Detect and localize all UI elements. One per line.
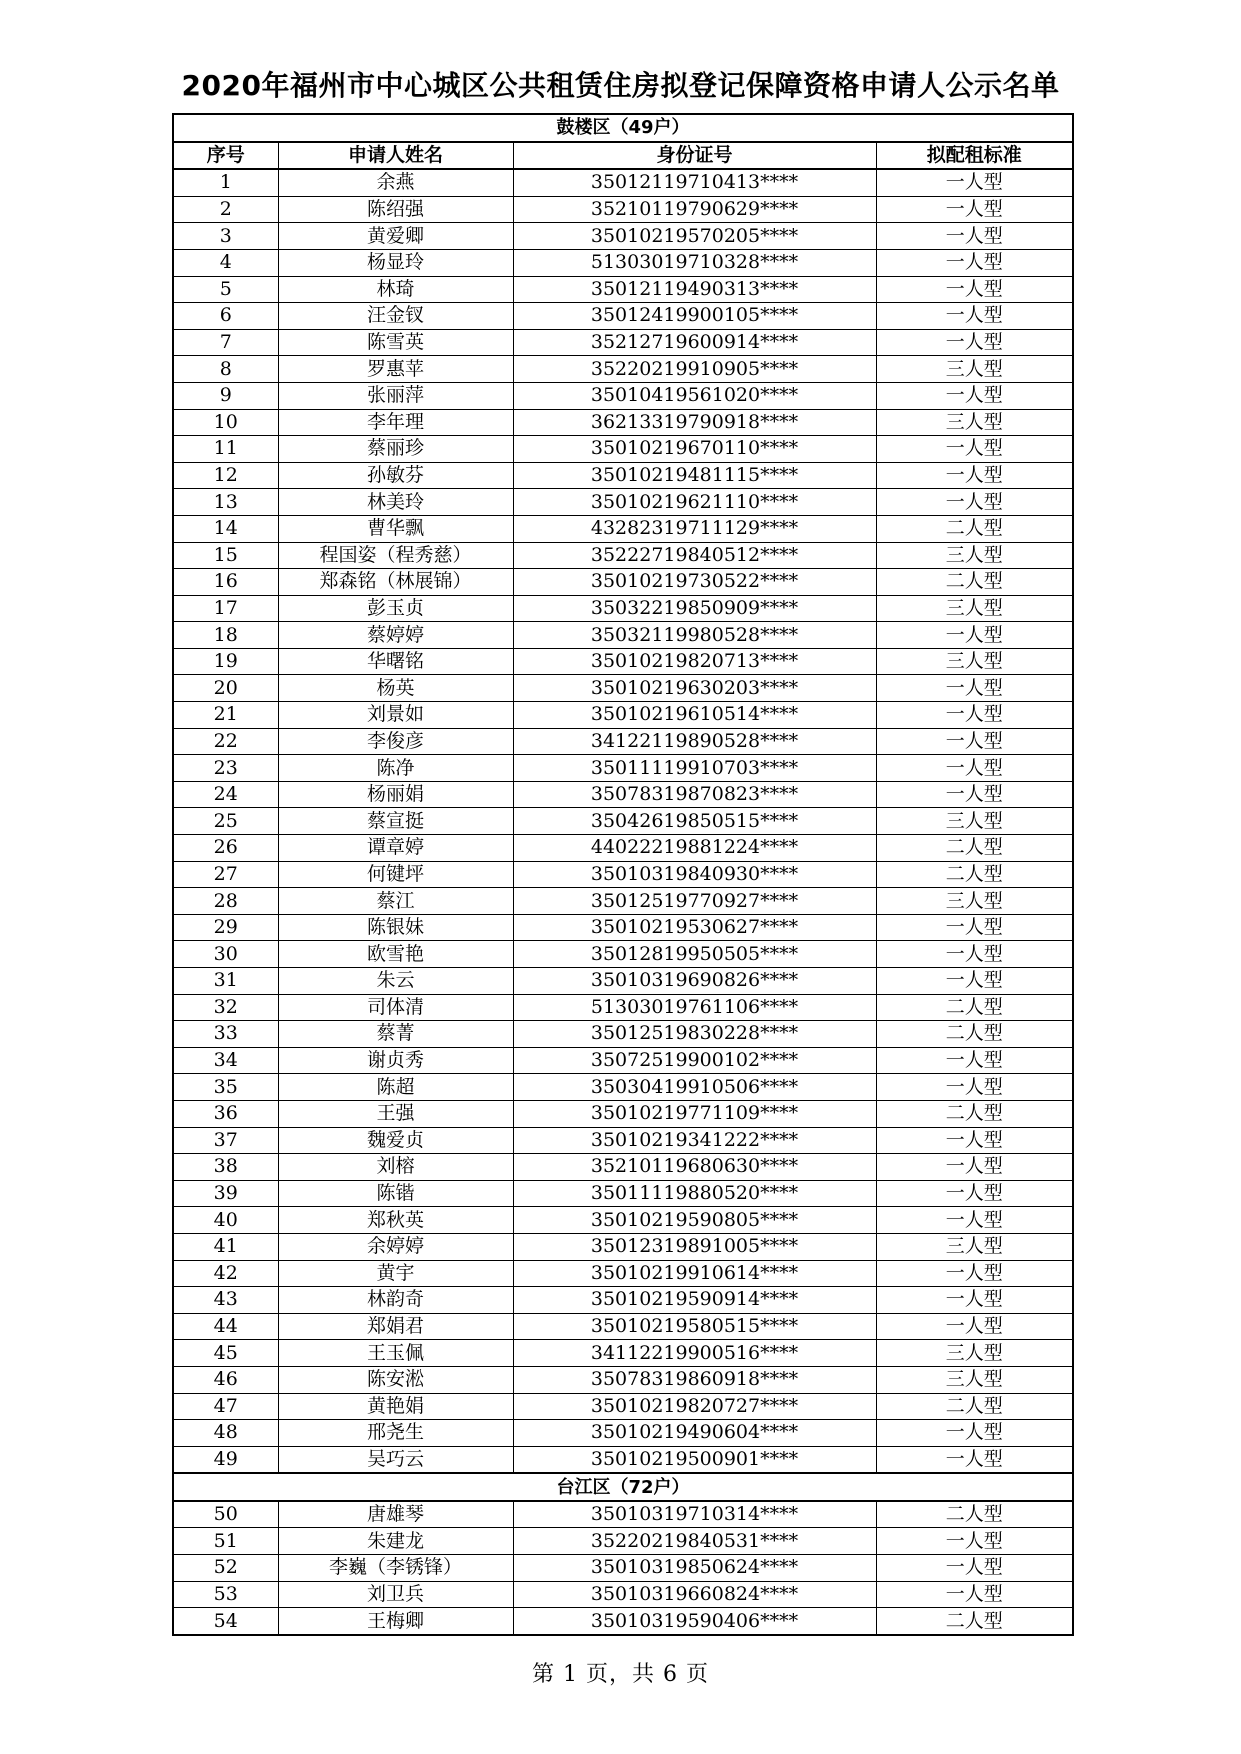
cell-rent-standard: 一人型 (876, 1180, 1073, 1207)
cell-name: 朱云 (278, 968, 513, 995)
cell-rent-standard: 一人型 (876, 196, 1073, 223)
cell-id-number: 35010219570205**** (513, 223, 876, 250)
cell-id-number: 35010219820713**** (513, 648, 876, 675)
cell-number: 38 (173, 1154, 278, 1181)
section-row (173, 1473, 1073, 1501)
header-id-number: 身份证号 (513, 142, 876, 170)
cell-rent-standard: 一人型 (876, 1260, 1073, 1287)
cell-id-number: 35010219820727**** (513, 1393, 876, 1420)
cell-id-number: 35030419910506**** (513, 1074, 876, 1101)
cell-rent-standard: 一人型 (876, 622, 1073, 649)
table-row (173, 1608, 1073, 1635)
cell-name: 王强 (278, 1100, 513, 1127)
cell-id-number: 35210119680630**** (513, 1154, 876, 1181)
cell-rent-standard: 一人型 (876, 1528, 1073, 1555)
cell-name: 陈净 (278, 755, 513, 782)
cell-id-number: 35010219490604**** (513, 1420, 876, 1447)
header-number: 序号 (173, 142, 278, 170)
cell-rent-standard: 一人型 (876, 1420, 1073, 1447)
cell-name: 谢贞秀 (278, 1047, 513, 1074)
cell-number: 3 (173, 223, 278, 250)
table-row (173, 1260, 1073, 1287)
cell-name: 魏爱贞 (278, 1127, 513, 1154)
table-row (173, 1528, 1073, 1555)
table-row (173, 1127, 1073, 1154)
cell-number: 48 (173, 1420, 278, 1447)
cell-name: 曹华飘 (278, 515, 513, 542)
cell-number: 22 (173, 728, 278, 755)
cell-name: 蔡丽珍 (278, 436, 513, 463)
cell-id-number: 35010219590914**** (513, 1287, 876, 1314)
cell-rent-standard: 一人型 (876, 169, 1073, 196)
cell-rent-standard: 一人型 (876, 781, 1073, 808)
cell-name: 蔡菁 (278, 1021, 513, 1048)
section-title: 鼓楼区（49户） (173, 114, 1073, 142)
cell-number: 44 (173, 1313, 278, 1340)
table-row (173, 1366, 1073, 1393)
cell-number: 9 (173, 382, 278, 409)
cell-id-number: 36213319790918**** (513, 409, 876, 436)
cell-rent-standard: 一人型 (876, 941, 1073, 968)
page-footer: 第 1 页，共 6 页 (532, 1662, 709, 1687)
cell-name: 汪金钗 (278, 303, 513, 330)
cell-rent-standard: 一人型 (876, 489, 1073, 516)
table-row (173, 1446, 1073, 1473)
cell-name: 蔡江 (278, 888, 513, 915)
cell-rent-standard: 一人型 (876, 702, 1073, 729)
cell-id-number: 34122119890528**** (513, 728, 876, 755)
cell-number: 17 (173, 595, 278, 622)
table-row (173, 994, 1073, 1021)
cell-name: 黄艳娟 (278, 1393, 513, 1420)
cell-rent-standard: 二人型 (876, 515, 1073, 542)
cell-id-number: 35072519900102**** (513, 1047, 876, 1074)
section-title: 台江区（72户） (173, 1473, 1073, 1501)
cell-rent-standard: 二人型 (876, 835, 1073, 862)
cell-name: 陈银妹 (278, 914, 513, 941)
table-row (173, 436, 1073, 463)
table-body (173, 114, 1073, 1635)
cell-name: 余燕 (278, 169, 513, 196)
cell-rent-standard: 一人型 (876, 1207, 1073, 1234)
cell-number: 41 (173, 1233, 278, 1260)
cell-rent-standard: 一人型 (876, 755, 1073, 782)
cell-number: 25 (173, 808, 278, 835)
cell-rent-standard: 三人型 (876, 1233, 1073, 1260)
cell-name: 谭章婷 (278, 835, 513, 862)
cell-rent-standard: 一人型 (876, 303, 1073, 330)
cell-id-number: 35078319860918**** (513, 1366, 876, 1393)
cell-name: 李年理 (278, 409, 513, 436)
header-row (173, 142, 1073, 170)
cell-rent-standard: 一人型 (876, 1555, 1073, 1582)
cell-number: 30 (173, 941, 278, 968)
table-row (173, 409, 1073, 436)
cell-name: 陈安淞 (278, 1366, 513, 1393)
cell-rent-standard: 二人型 (876, 1021, 1073, 1048)
cell-number: 10 (173, 409, 278, 436)
cell-rent-standard: 二人型 (876, 861, 1073, 888)
cell-number: 45 (173, 1340, 278, 1367)
table-row (173, 1287, 1073, 1314)
cell-id-number: 51303019761106**** (513, 994, 876, 1021)
table-row (173, 1233, 1073, 1260)
cell-name: 唐雄琴 (278, 1501, 513, 1528)
cell-number: 19 (173, 648, 278, 675)
cell-number: 53 (173, 1581, 278, 1608)
cell-rent-standard: 一人型 (876, 968, 1073, 995)
cell-name: 陈绍强 (278, 196, 513, 223)
cell-number: 39 (173, 1180, 278, 1207)
cell-id-number: 35078319870823**** (513, 781, 876, 808)
cell-number: 29 (173, 914, 278, 941)
cell-number: 21 (173, 702, 278, 729)
cell-rent-standard: 三人型 (876, 409, 1073, 436)
cell-id-number: 34112219900516**** (513, 1340, 876, 1367)
cell-id-number: 35010319710314**** (513, 1501, 876, 1528)
cell-number: 8 (173, 356, 278, 383)
cell-name: 杨显玲 (278, 249, 513, 276)
cell-id-number: 35010219590805**** (513, 1207, 876, 1234)
cell-name: 黄宇 (278, 1260, 513, 1287)
cell-rent-standard: 二人型 (876, 1100, 1073, 1127)
cell-name: 蔡宣挺 (278, 808, 513, 835)
cell-number: 43 (173, 1287, 278, 1314)
cell-number: 15 (173, 542, 278, 569)
cell-rent-standard: 一人型 (876, 675, 1073, 702)
table-row (173, 808, 1073, 835)
cell-number: 37 (173, 1127, 278, 1154)
header-rent-standard: 拟配租标准 (876, 142, 1073, 170)
cell-name: 林琦 (278, 276, 513, 303)
cell-id-number: 35010319850624**** (513, 1555, 876, 1582)
table-row (173, 755, 1073, 782)
cell-id-number: 35212719600914**** (513, 329, 876, 356)
cell-name: 杨丽娟 (278, 781, 513, 808)
table-row (173, 622, 1073, 649)
cell-number: 4 (173, 249, 278, 276)
section-row (173, 114, 1073, 142)
cell-id-number: 44022219881224**** (513, 835, 876, 862)
table-row (173, 1340, 1073, 1367)
cell-name: 余婷婷 (278, 1233, 513, 1260)
cell-number: 54 (173, 1608, 278, 1635)
table-row (173, 888, 1073, 915)
cell-name: 刘榕 (278, 1154, 513, 1181)
cell-rent-standard: 三人型 (876, 808, 1073, 835)
table-row (173, 1313, 1073, 1340)
cell-name: 郑森铭（林展锦） (278, 569, 513, 596)
cell-name: 王玉佩 (278, 1340, 513, 1367)
cell-id-number: 35010219630203**** (513, 675, 876, 702)
cell-id-number: 35010319660824**** (513, 1581, 876, 1608)
cell-rent-standard: 三人型 (876, 356, 1073, 383)
cell-number: 11 (173, 436, 278, 463)
cell-id-number: 35010219771109**** (513, 1100, 876, 1127)
cell-rent-standard: 三人型 (876, 648, 1073, 675)
table-row (173, 169, 1073, 196)
cell-rent-standard: 一人型 (876, 436, 1073, 463)
cell-name: 欧雪艳 (278, 941, 513, 968)
cell-number: 1 (173, 169, 278, 196)
cell-name: 蔡婷婷 (278, 622, 513, 649)
cell-number: 6 (173, 303, 278, 330)
cell-rent-standard: 一人型 (876, 382, 1073, 409)
cell-number: 27 (173, 861, 278, 888)
cell-name: 林美玲 (278, 489, 513, 516)
cell-id-number: 35010219910614**** (513, 1260, 876, 1287)
cell-id-number: 51303019710328**** (513, 249, 876, 276)
cell-number: 46 (173, 1366, 278, 1393)
table-row (173, 1420, 1073, 1447)
cell-rent-standard: 一人型 (876, 1074, 1073, 1101)
cell-name: 黄爱卿 (278, 223, 513, 250)
cell-name: 罗惠苹 (278, 356, 513, 383)
table-row (173, 675, 1073, 702)
cell-number: 40 (173, 1207, 278, 1234)
table-row (173, 1074, 1073, 1101)
cell-rent-standard: 二人型 (876, 1501, 1073, 1528)
cell-name: 刘卫兵 (278, 1581, 513, 1608)
page-title: 2020年福州市中心城区公共租赁住房拟登记保障资格申请人公示名单 (181, 69, 1060, 102)
cell-rent-standard: 一人型 (876, 1313, 1073, 1340)
table-row (173, 728, 1073, 755)
cell-name: 杨英 (278, 675, 513, 702)
cell-id-number: 35012519770927**** (513, 888, 876, 915)
cell-name: 司体清 (278, 994, 513, 1021)
cell-rent-standard: 三人型 (876, 595, 1073, 622)
cell-name: 刘景如 (278, 702, 513, 729)
cell-rent-standard: 一人型 (876, 329, 1073, 356)
cell-id-number: 35012819950505**** (513, 941, 876, 968)
table-row (173, 648, 1073, 675)
cell-number: 42 (173, 1260, 278, 1287)
table-row (173, 781, 1073, 808)
table-row (173, 1047, 1073, 1074)
cell-id-number: 35010219530627**** (513, 914, 876, 941)
table-row (173, 249, 1073, 276)
cell-number: 34 (173, 1047, 278, 1074)
table-row (173, 382, 1073, 409)
cell-number: 32 (173, 994, 278, 1021)
cell-rent-standard: 一人型 (876, 462, 1073, 489)
cell-id-number: 43282319711129**** (513, 515, 876, 542)
cell-number: 20 (173, 675, 278, 702)
cell-number: 2 (173, 196, 278, 223)
table-row (173, 835, 1073, 862)
table-row (173, 861, 1073, 888)
table-row (173, 1555, 1073, 1582)
applicant-table (172, 113, 1074, 1636)
cell-rent-standard: 三人型 (876, 1366, 1073, 1393)
cell-id-number: 35010319690826**** (513, 968, 876, 995)
cell-number: 5 (173, 276, 278, 303)
cell-id-number: 35012519830228**** (513, 1021, 876, 1048)
cell-rent-standard: 三人型 (876, 1340, 1073, 1367)
table-row (173, 1021, 1073, 1048)
table-row (173, 515, 1073, 542)
cell-number: 51 (173, 1528, 278, 1555)
table-row (173, 914, 1073, 941)
table-row (173, 1501, 1073, 1528)
cell-id-number: 35010319590406**** (513, 1608, 876, 1635)
cell-number: 12 (173, 462, 278, 489)
cell-number: 14 (173, 515, 278, 542)
cell-number: 28 (173, 888, 278, 915)
table-row (173, 1207, 1073, 1234)
cell-rent-standard: 一人型 (876, 1446, 1073, 1473)
cell-name: 陈锴 (278, 1180, 513, 1207)
table-row (173, 303, 1073, 330)
cell-name: 王梅卿 (278, 1608, 513, 1635)
table-row (173, 569, 1073, 596)
cell-number: 26 (173, 835, 278, 862)
cell-id-number: 35222719840512**** (513, 542, 876, 569)
cell-number: 18 (173, 622, 278, 649)
cell-number: 50 (173, 1501, 278, 1528)
cell-rent-standard: 一人型 (876, 1127, 1073, 1154)
table-row (173, 223, 1073, 250)
cell-rent-standard: 一人型 (876, 1287, 1073, 1314)
cell-rent-standard: 三人型 (876, 888, 1073, 915)
cell-id-number: 35010219730522**** (513, 569, 876, 596)
cell-id-number: 35032219850909**** (513, 595, 876, 622)
cell-name: 李俊彦 (278, 728, 513, 755)
cell-name: 朱建龙 (278, 1528, 513, 1555)
table-row (173, 941, 1073, 968)
cell-name: 陈雪英 (278, 329, 513, 356)
table-row (173, 356, 1073, 383)
cell-id-number: 35010219481115**** (513, 462, 876, 489)
header-name: 申请人姓名 (278, 142, 513, 170)
cell-number: 35 (173, 1074, 278, 1101)
table-row (173, 595, 1073, 622)
table-row (173, 702, 1073, 729)
table-row (173, 542, 1073, 569)
cell-id-number: 35220219840531**** (513, 1528, 876, 1555)
cell-name: 林韵奇 (278, 1287, 513, 1314)
cell-number: 47 (173, 1393, 278, 1420)
cell-number: 24 (173, 781, 278, 808)
cell-id-number: 35012119710413**** (513, 169, 876, 196)
cell-number: 36 (173, 1100, 278, 1127)
cell-id-number: 35010219500901**** (513, 1446, 876, 1473)
cell-number: 49 (173, 1446, 278, 1473)
cell-number: 33 (173, 1021, 278, 1048)
cell-rent-standard: 一人型 (876, 1047, 1073, 1074)
table-row (173, 462, 1073, 489)
table-row (173, 968, 1073, 995)
cell-name: 何键坪 (278, 861, 513, 888)
cell-name: 华曙铭 (278, 648, 513, 675)
cell-rent-standard: 二人型 (876, 569, 1073, 596)
cell-number: 31 (173, 968, 278, 995)
cell-rent-standard: 一人型 (876, 728, 1073, 755)
table-row (173, 1180, 1073, 1207)
cell-rent-standard: 一人型 (876, 276, 1073, 303)
cell-id-number: 35010319840930**** (513, 861, 876, 888)
table-row (173, 196, 1073, 223)
cell-name: 程国姿（程秀慈） (278, 542, 513, 569)
table-row (173, 489, 1073, 516)
table-row (173, 1393, 1073, 1420)
cell-name: 陈超 (278, 1074, 513, 1101)
cell-number: 13 (173, 489, 278, 516)
cell-number: 7 (173, 329, 278, 356)
cell-id-number: 35220219910905**** (513, 356, 876, 383)
table-row (173, 1154, 1073, 1181)
cell-name: 郑秋英 (278, 1207, 513, 1234)
table-row (173, 276, 1073, 303)
cell-rent-standard: 二人型 (876, 1608, 1073, 1635)
cell-rent-standard: 二人型 (876, 1393, 1073, 1420)
cell-name: 吴巧云 (278, 1446, 513, 1473)
cell-id-number: 35010219670110**** (513, 436, 876, 463)
cell-id-number: 35032119980528**** (513, 622, 876, 649)
cell-id-number: 35010219341222**** (513, 1127, 876, 1154)
cell-id-number: 35011119910703**** (513, 755, 876, 782)
cell-id-number: 35010219580515**** (513, 1313, 876, 1340)
cell-id-number: 35010219621110**** (513, 489, 876, 516)
cell-id-number: 35011119880520**** (513, 1180, 876, 1207)
cell-rent-standard: 一人型 (876, 914, 1073, 941)
cell-id-number: 35010419561020**** (513, 382, 876, 409)
cell-name: 郑娟君 (278, 1313, 513, 1340)
cell-rent-standard: 二人型 (876, 994, 1073, 1021)
cell-rent-standard: 一人型 (876, 249, 1073, 276)
cell-id-number: 35042619850515**** (513, 808, 876, 835)
cell-rent-standard: 一人型 (876, 1581, 1073, 1608)
cell-number: 16 (173, 569, 278, 596)
cell-rent-standard: 三人型 (876, 542, 1073, 569)
cell-id-number: 35012419900105**** (513, 303, 876, 330)
cell-number: 52 (173, 1555, 278, 1582)
cell-rent-standard: 一人型 (876, 1154, 1073, 1181)
table-row (173, 1581, 1073, 1608)
cell-id-number: 35012119490313**** (513, 276, 876, 303)
cell-name: 张丽萍 (278, 382, 513, 409)
cell-id-number: 35012319891005**** (513, 1233, 876, 1260)
cell-number: 23 (173, 755, 278, 782)
table-row (173, 329, 1073, 356)
cell-name: 孙敏芬 (278, 462, 513, 489)
cell-name: 彭玉贞 (278, 595, 513, 622)
cell-name: 李巍（李锈锋） (278, 1555, 513, 1582)
cell-id-number: 35210119790629**** (513, 196, 876, 223)
table-row (173, 1100, 1073, 1127)
cell-rent-standard: 一人型 (876, 223, 1073, 250)
cell-name: 邢尧生 (278, 1420, 513, 1447)
cell-id-number: 35010219610514**** (513, 702, 876, 729)
